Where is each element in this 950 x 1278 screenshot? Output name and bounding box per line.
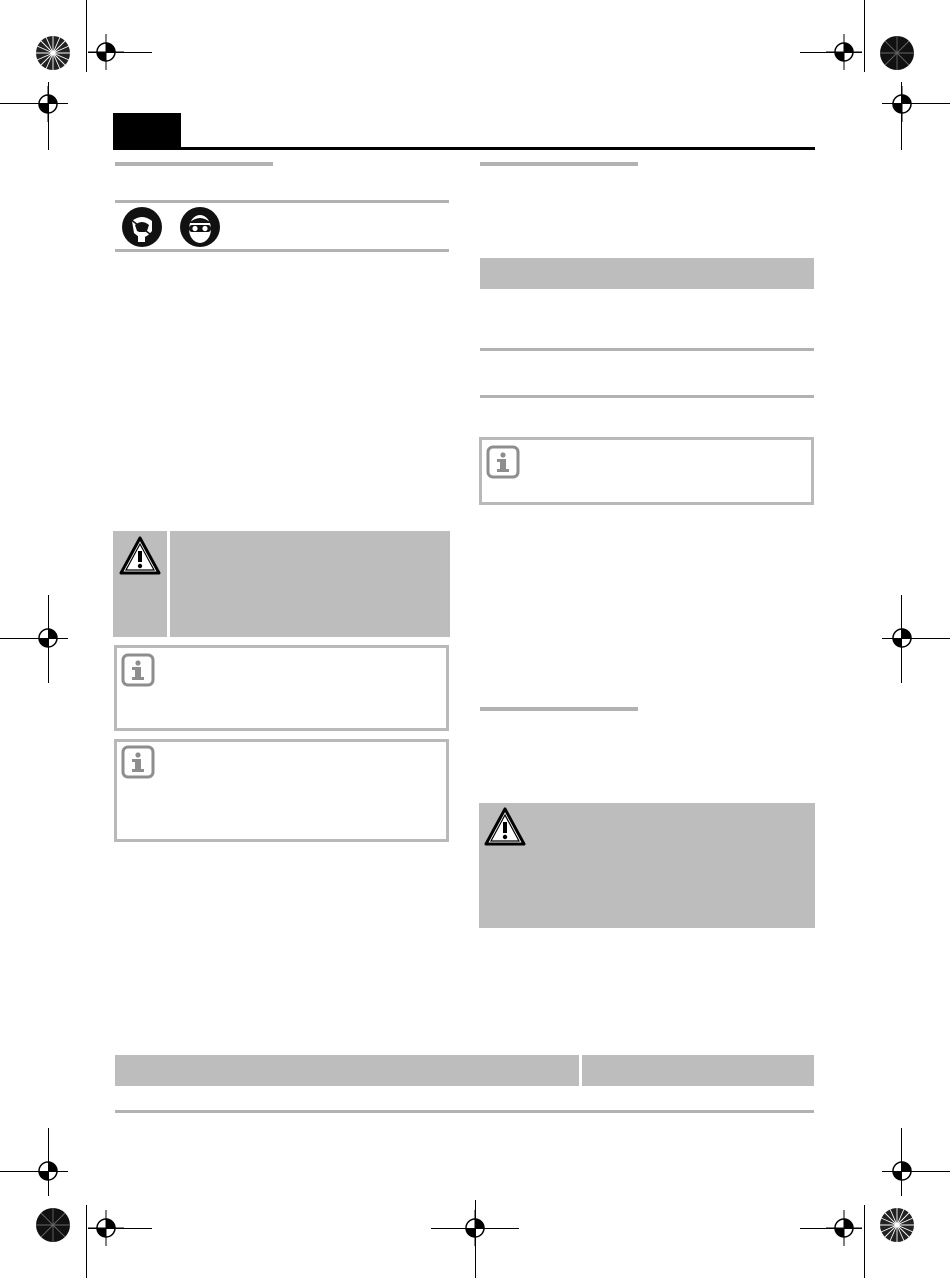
registration-mark-icon [30,620,66,656]
registration-mark-icon [30,1153,66,1189]
registration-mark-icon [30,86,66,122]
warning-box-separator [167,531,170,637]
safety-goggles-icon [180,207,220,247]
divider [480,395,814,398]
print-starburst-icon [879,1207,915,1243]
section-heading-rule [480,707,638,711]
registration-mark-icon [884,620,920,656]
print-starburst-icon [879,35,915,71]
warning-triangle-icon [119,536,161,576]
divider [115,200,449,203]
table-column-divider [579,1055,582,1086]
info-icon [121,745,155,779]
print-starburst-icon [35,35,71,71]
info-box [114,739,449,842]
table-header-bar [115,1055,814,1086]
table-bottom-rule [115,1110,814,1113]
registration-mark-icon [884,86,920,122]
print-starburst-icon [35,1207,71,1243]
info-icon [486,445,520,479]
section-heading-rule [480,162,638,166]
info-box [114,645,449,731]
divider [115,249,449,252]
divider [480,348,814,351]
info-icon [121,653,155,687]
table-header-bar [480,258,814,289]
warning-triangle-icon [484,807,526,847]
section-heading-rule [115,162,273,166]
registration-mark-icon [884,1153,920,1189]
warning-box [479,803,815,928]
section-tab [113,113,181,149]
respirator-mask-icon [122,207,162,247]
warning-box [113,531,450,637]
info-box [479,437,814,505]
header-rule [113,147,815,150]
